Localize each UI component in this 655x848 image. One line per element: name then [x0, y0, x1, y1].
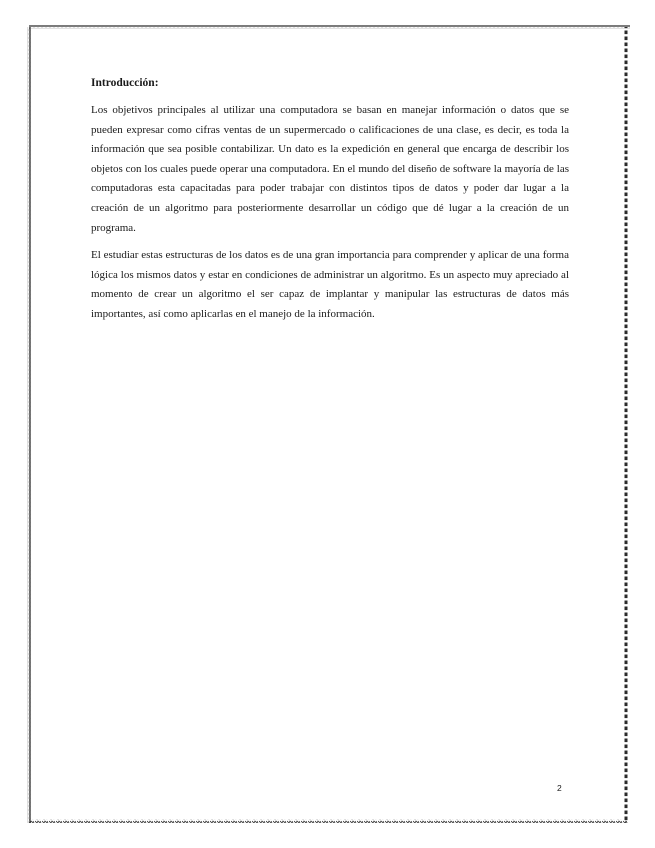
border-left	[27, 27, 31, 823]
section-heading: Introducción:	[91, 77, 159, 89]
paragraph-1: Los objetivos principales al utilizar una computadora se basan en manejar información o datos que se pueden expresar como cifras ventas de un supermercado o calificaciones de una clase, es decir, es toda la información que sea posible contabilizar. Un dato es la expedición en general que encarga de describir los objetos con los cuales puede operar una computadora. En el mundo del diseño de software la mayoría de las computadoras esta capacitadas para poder trabajar con distintos tipos de datos y poder dar lugar a la creación de un algoritmo para posteriormente desarrollar un código que dé lugar a la creación de un programa.	[91, 104, 569, 234]
document-body	[91, 76, 569, 333]
page-number: 2	[557, 783, 562, 793]
border-right	[624, 27, 628, 823]
paragraph-2: El estudiar estas estructuras de los datos es de una gran importancia para comprender y aplicar de una forma lógica los mismos datos y estar en condiciones de administrar un algoritmo. Es un aspecto muy apreciado al momento de crear un algoritmo el ser capaz de implantar y manipular las estructuras de datos más importantes, así como aplicarlas en el manejo de la información.	[91, 249, 569, 320]
border-bottom	[29, 819, 627, 823]
border-top	[29, 25, 630, 29]
